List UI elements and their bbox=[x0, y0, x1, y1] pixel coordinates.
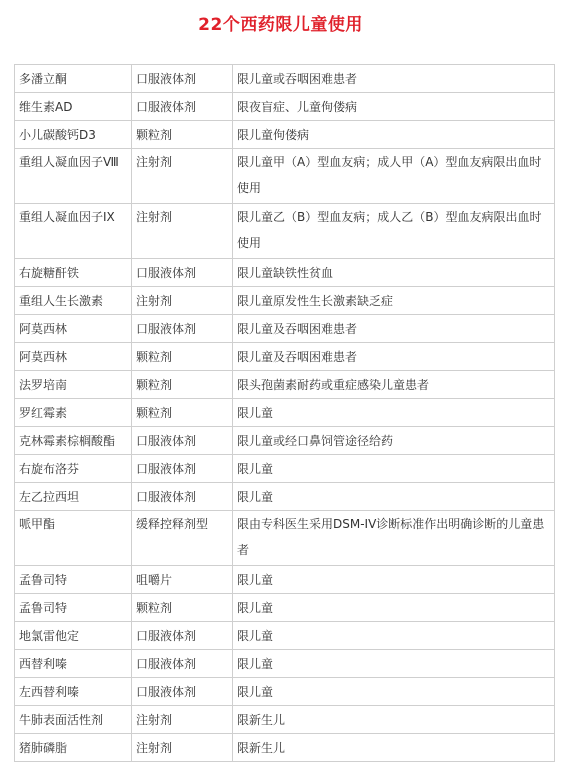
dosage-form-cell: 口服液体剂 bbox=[132, 678, 233, 706]
table-row bbox=[15, 259, 555, 287]
dosage-form-cell: 注射剂 bbox=[132, 706, 233, 734]
restriction-cell: 限儿童甲（A）型血友病；成人甲（A）型血友病限出血时使用 bbox=[233, 149, 555, 204]
drug-name-cell: 重组人生长激素 bbox=[15, 287, 132, 315]
restriction-cell: 限新生儿 bbox=[233, 734, 555, 762]
drug-name-cell: 哌甲酯 bbox=[15, 511, 132, 566]
table-row bbox=[15, 706, 555, 734]
table-row bbox=[15, 566, 555, 594]
drug-name-cell: 罗红霉素 bbox=[15, 399, 132, 427]
table-row bbox=[15, 93, 555, 121]
table-row bbox=[15, 149, 555, 204]
restriction-cell: 限儿童 bbox=[233, 455, 555, 483]
restriction-cell: 限儿童或经口鼻饲管途径给药 bbox=[233, 427, 555, 455]
drug-name-cell: 重组人凝血因子Ⅷ bbox=[15, 149, 132, 204]
restriction-cell: 限儿童佝偻病 bbox=[233, 121, 555, 149]
dosage-form-cell: 颗粒剂 bbox=[132, 121, 233, 149]
table-row bbox=[15, 399, 555, 427]
dosage-form-cell: 注射剂 bbox=[132, 204, 233, 259]
table-row bbox=[15, 65, 555, 93]
table-row bbox=[15, 483, 555, 511]
dosage-form-cell: 口服液体剂 bbox=[132, 259, 233, 287]
drug-name-cell: 西替利嗪 bbox=[15, 650, 132, 678]
table-body bbox=[15, 65, 555, 762]
restriction-cell: 限由专科医生采用DSM-IV诊断标准作出明确诊断的儿童患者 bbox=[233, 511, 555, 566]
table-row bbox=[15, 622, 555, 650]
drug-name-cell: 左乙拉西坦 bbox=[15, 483, 132, 511]
drug-name-cell: 维生素AD bbox=[15, 93, 132, 121]
restriction-cell: 限儿童缺铁性贫血 bbox=[233, 259, 555, 287]
dosage-form-cell: 颗粒剂 bbox=[132, 594, 233, 622]
dosage-form-cell: 注射剂 bbox=[132, 287, 233, 315]
dosage-form-cell: 口服液体剂 bbox=[132, 650, 233, 678]
drug-name-cell: 孟鲁司特 bbox=[15, 566, 132, 594]
table-row bbox=[15, 315, 555, 343]
dosage-form-cell: 颗粒剂 bbox=[132, 343, 233, 371]
drug-name-cell: 阿莫西林 bbox=[15, 343, 132, 371]
dosage-form-cell: 注射剂 bbox=[132, 734, 233, 762]
restriction-cell: 限夜盲症、儿童佝偻病 bbox=[233, 93, 555, 121]
table-row bbox=[15, 121, 555, 149]
page-title: 22个西药限儿童使用 bbox=[198, 15, 363, 35]
drug-name-cell: 左西替利嗪 bbox=[15, 678, 132, 706]
table-row bbox=[15, 343, 555, 371]
restriction-cell: 限儿童 bbox=[233, 650, 555, 678]
drug-name-cell: 法罗培南 bbox=[15, 371, 132, 399]
restriction-cell: 限儿童 bbox=[233, 678, 555, 706]
restriction-cell: 限儿童 bbox=[233, 483, 555, 511]
drug-name-cell: 多潘立酮 bbox=[15, 65, 132, 93]
restriction-cell: 限儿童及吞咽困难患者 bbox=[233, 343, 555, 371]
table-row bbox=[15, 371, 555, 399]
drug-name-cell: 地氯雷他定 bbox=[15, 622, 132, 650]
restriction-cell: 限新生儿 bbox=[233, 706, 555, 734]
restriction-cell: 限儿童 bbox=[233, 594, 555, 622]
dosage-form-cell: 缓释控释剂型 bbox=[132, 511, 233, 566]
drug-name-cell: 克林霉素棕榈酸酯 bbox=[15, 427, 132, 455]
restriction-cell: 限儿童原发性生长激素缺乏症 bbox=[233, 287, 555, 315]
restriction-cell: 限儿童 bbox=[233, 622, 555, 650]
restriction-cell: 限头孢菌素耐药或重症感染儿童患者 bbox=[233, 371, 555, 399]
drug-name-cell: 重组人凝血因子IX bbox=[15, 204, 132, 259]
restriction-cell: 限儿童 bbox=[233, 566, 555, 594]
dosage-form-cell: 口服液体剂 bbox=[132, 622, 233, 650]
table-row bbox=[15, 650, 555, 678]
dosage-form-cell: 口服液体剂 bbox=[132, 93, 233, 121]
drug-name-cell: 小儿碳酸钙D3 bbox=[15, 121, 132, 149]
table-row bbox=[15, 455, 555, 483]
table-row bbox=[15, 594, 555, 622]
dosage-form-cell: 注射剂 bbox=[132, 149, 233, 204]
table-row bbox=[15, 427, 555, 455]
dosage-form-cell: 颗粒剂 bbox=[132, 399, 233, 427]
restriction-cell: 限儿童乙（B）型血友病；成人乙（B）型血友病限出血时使用 bbox=[233, 204, 555, 259]
table-row bbox=[15, 678, 555, 706]
restriction-cell: 限儿童及吞咽困难患者 bbox=[233, 315, 555, 343]
restriction-cell: 限儿童或吞咽困难患者 bbox=[233, 65, 555, 93]
table-row bbox=[15, 511, 555, 566]
table-row bbox=[15, 734, 555, 762]
drug-name-cell: 孟鲁司特 bbox=[15, 594, 132, 622]
dosage-form-cell: 口服液体剂 bbox=[132, 483, 233, 511]
drug-name-cell: 阿莫西林 bbox=[15, 315, 132, 343]
table-row bbox=[15, 287, 555, 315]
drug-restriction-table bbox=[14, 64, 555, 762]
restriction-cell: 限儿童 bbox=[233, 399, 555, 427]
dosage-form-cell: 咀嚼片 bbox=[132, 566, 233, 594]
drug-name-cell: 右旋布洛芬 bbox=[15, 455, 132, 483]
drug-name-cell: 右旋糖酐铁 bbox=[15, 259, 132, 287]
dosage-form-cell: 口服液体剂 bbox=[132, 427, 233, 455]
table-row bbox=[15, 204, 555, 259]
dosage-form-cell: 口服液体剂 bbox=[132, 65, 233, 93]
dosage-form-cell: 颗粒剂 bbox=[132, 371, 233, 399]
dosage-form-cell: 口服液体剂 bbox=[132, 315, 233, 343]
dosage-form-cell: 口服液体剂 bbox=[132, 455, 233, 483]
drug-name-cell: 猪肺磷脂 bbox=[15, 734, 132, 762]
drug-name-cell: 牛肺表面活性剂 bbox=[15, 706, 132, 734]
